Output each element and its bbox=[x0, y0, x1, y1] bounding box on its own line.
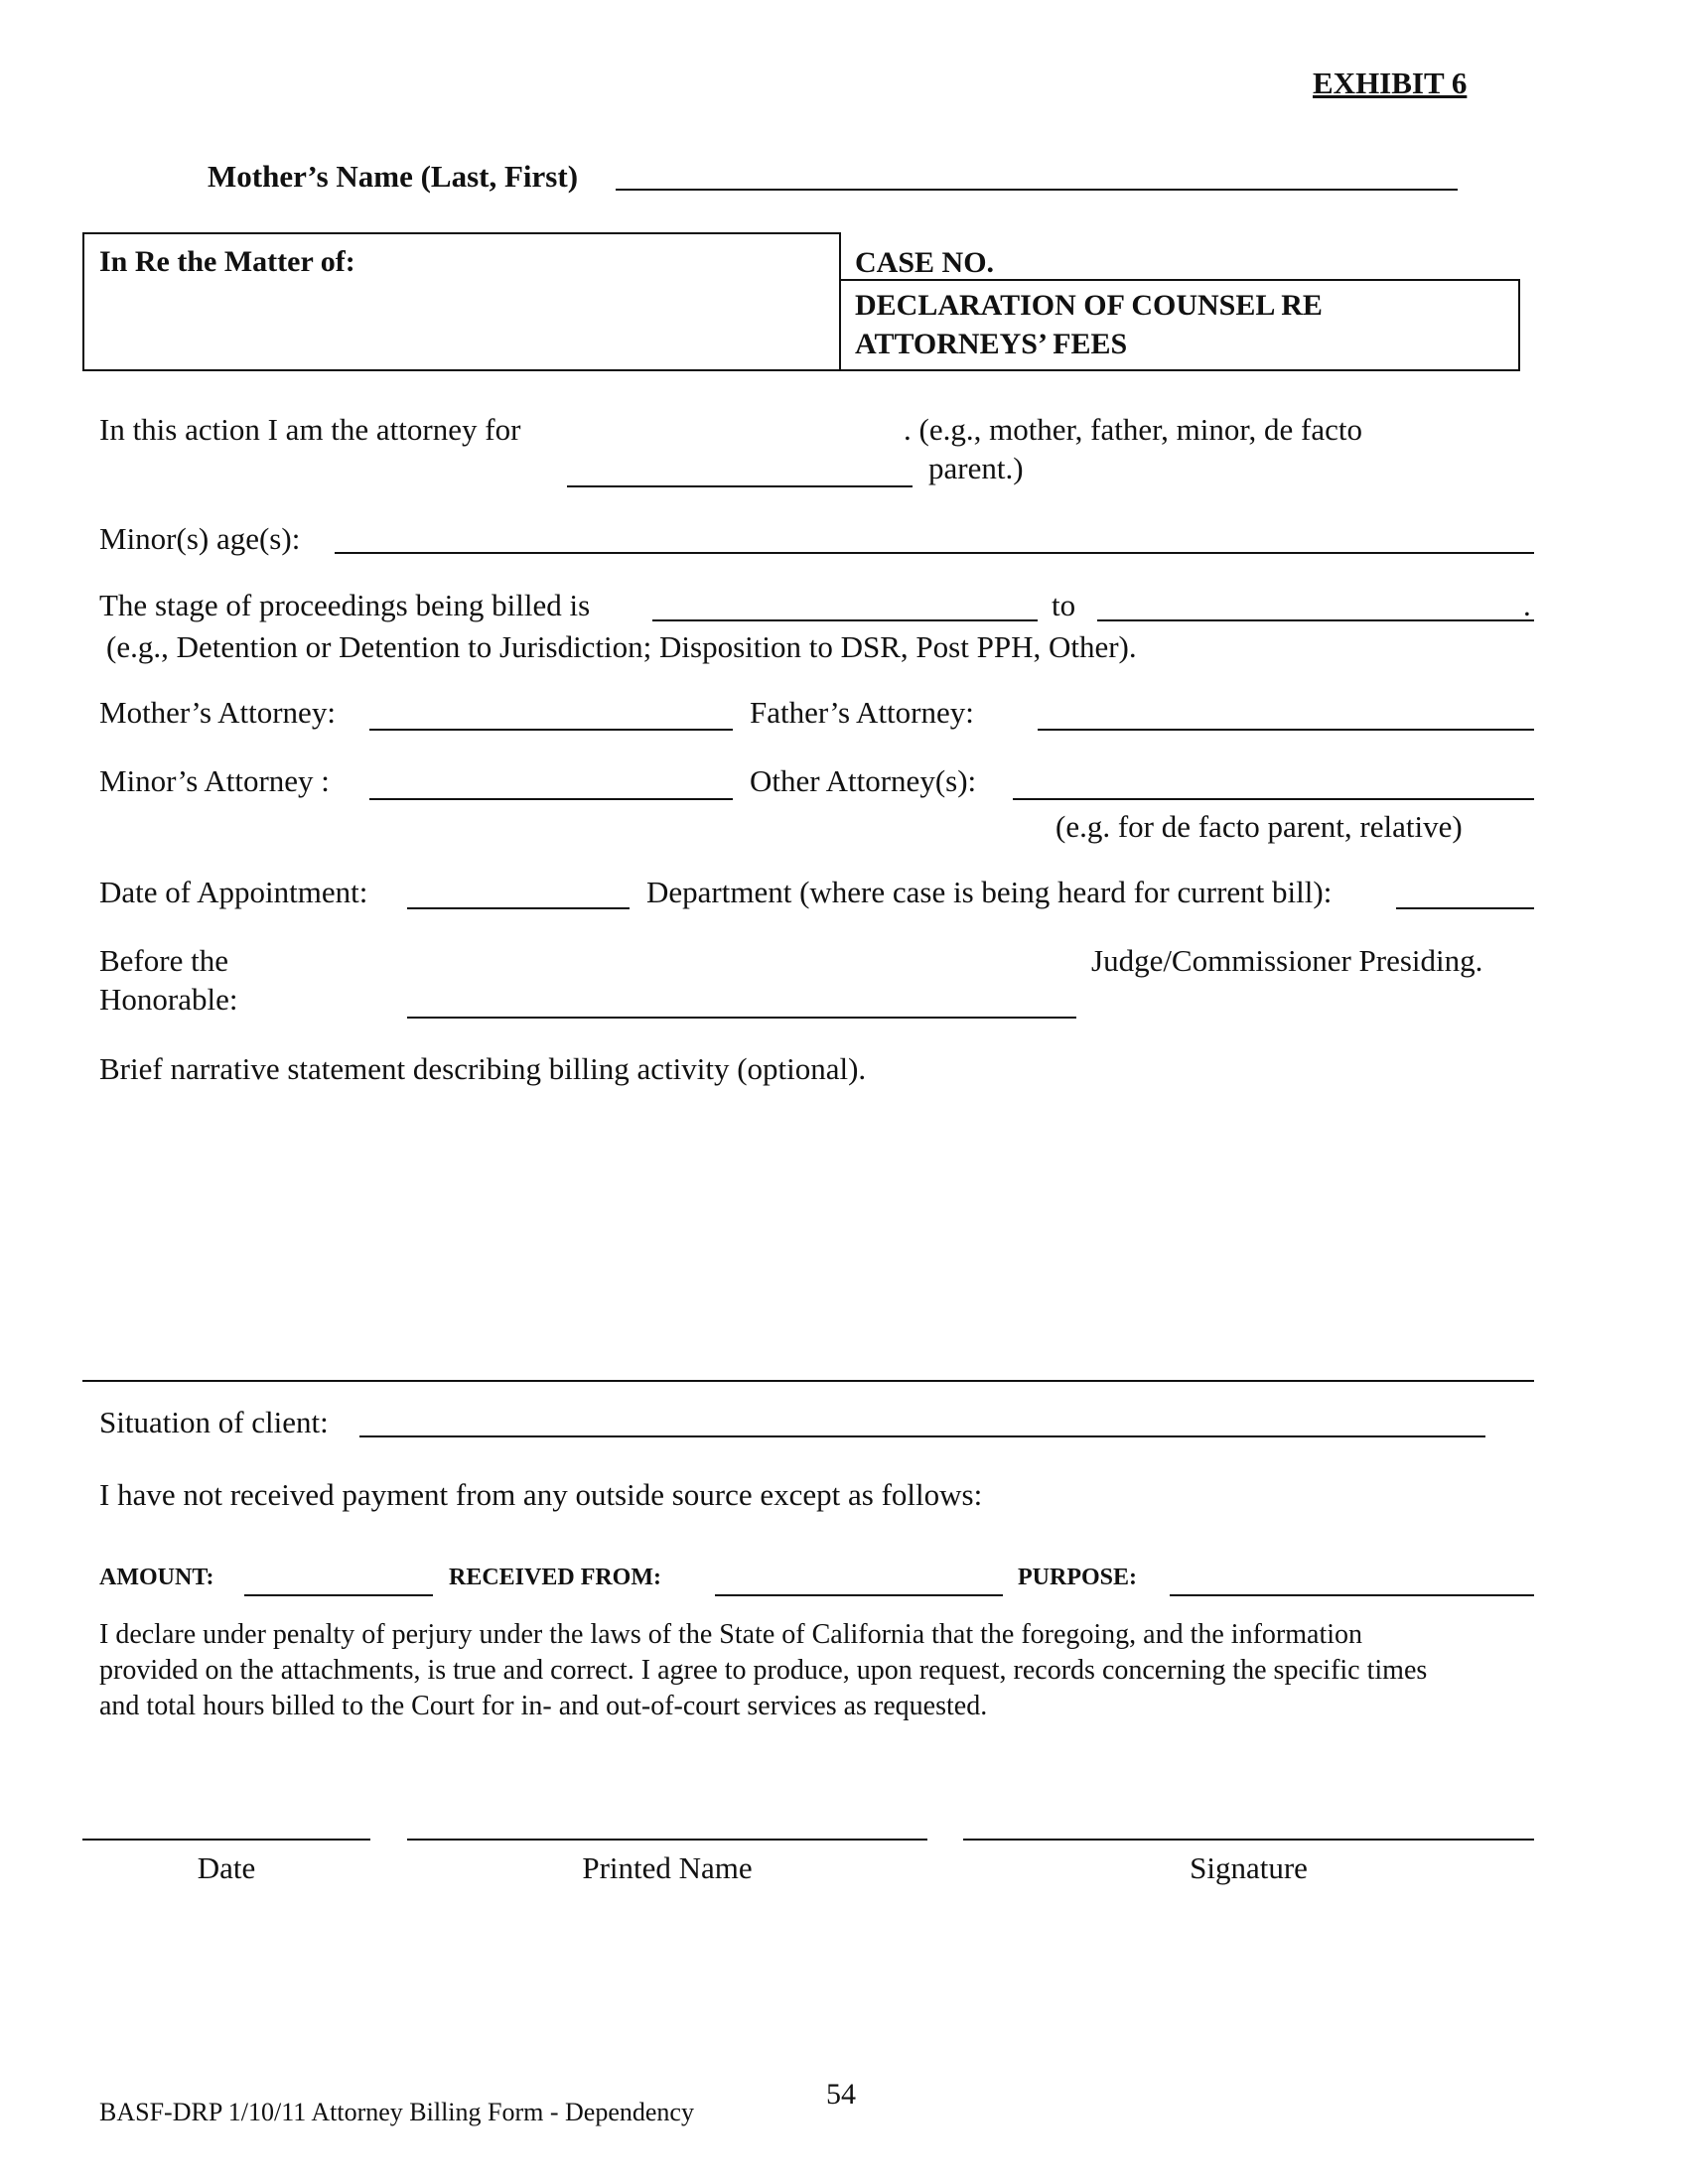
declaration-line2: provided on the attachments, is true and correct. I agree to produce, upon request, records concerning the specific times bbox=[99, 1655, 1428, 1686]
date-label: Date bbox=[197, 1850, 256, 1885]
signature-field[interactable] bbox=[963, 1839, 1534, 1841]
attorney-for-hint-line2: parent.) bbox=[928, 451, 1024, 485]
minors-attorney-field[interactable] bbox=[369, 798, 733, 800]
in-re-label: In Re the Matter of: bbox=[99, 245, 355, 278]
received-from-field[interactable] bbox=[715, 1594, 1003, 1596]
amount-field[interactable] bbox=[244, 1594, 433, 1596]
declaration-line1: I declare under penalty of perjury under the laws of the State of California that the foregoing, and the information bbox=[99, 1619, 1363, 1650]
mothers-name-field[interactable] bbox=[616, 189, 1458, 191]
printed-name-field[interactable] bbox=[407, 1839, 927, 1841]
department-field[interactable] bbox=[1396, 907, 1534, 909]
case-no-label: CASE NO. bbox=[855, 246, 995, 279]
situation-label: Situation of client: bbox=[99, 1405, 329, 1439]
amount-label: AMOUNT: bbox=[99, 1565, 214, 1590]
date-field[interactable] bbox=[82, 1839, 370, 1841]
other-attorney-label: Other Attorney(s): bbox=[750, 763, 977, 798]
minors-age-field[interactable] bbox=[335, 552, 1534, 554]
attorney-for-hint-line1: . (e.g., mother, father, minor, de facto bbox=[904, 412, 1362, 447]
received-from-label: RECEIVED FROM: bbox=[449, 1565, 661, 1590]
attorney-for-field[interactable] bbox=[567, 485, 913, 487]
payment-label: I have not received payment from any outside source except as follows: bbox=[99, 1477, 983, 1512]
stage-to-label: to bbox=[1052, 588, 1076, 622]
narrative-label: Brief narrative statement describing billing activity (optional). bbox=[99, 1051, 867, 1086]
stage-to-field[interactable] bbox=[1097, 619, 1534, 621]
page-number: 54 bbox=[826, 2078, 856, 2111]
stage-from-field[interactable] bbox=[652, 619, 1038, 621]
purpose-field[interactable] bbox=[1170, 1594, 1534, 1596]
situation-field[interactable] bbox=[359, 1435, 1485, 1437]
fathers-attorney-field[interactable] bbox=[1038, 729, 1534, 731]
other-attorney-hint: (e.g. for de facto parent, relative) bbox=[1055, 809, 1463, 844]
before-label-line2: Honorable: bbox=[99, 982, 238, 1017]
before-label-line1: Before the bbox=[99, 943, 228, 978]
minors-age-label: Minor(s) age(s): bbox=[99, 521, 301, 556]
printed-name-label: Printed Name bbox=[582, 1850, 753, 1885]
attorney-for-label: In this action I am the attorney for bbox=[99, 412, 521, 447]
purpose-label: PURPOSE: bbox=[1018, 1565, 1137, 1590]
minors-attorney-label: Minor’s Attorney : bbox=[99, 763, 330, 798]
stage-period: . bbox=[1523, 588, 1531, 622]
mothers-name-label: Mother’s Name (Last, First) bbox=[208, 159, 579, 194]
mothers-attorney-field[interactable] bbox=[369, 729, 733, 731]
footer-form-id: BASF-DRP 1/10/11 Attorney Billing Form - Dependency bbox=[99, 2098, 694, 2126]
date-of-appointment-field[interactable] bbox=[407, 907, 630, 909]
department-label: Department (where case is being heard for current bill): bbox=[646, 875, 1333, 909]
narrative-area[interactable] bbox=[99, 1097, 1529, 1370]
declaration-title-line1: DECLARATION OF COUNSEL RE bbox=[855, 289, 1323, 322]
stage-hint: (e.g., Detention or Detention to Jurisdiction; Disposition to DSR, Post PPH, Other). bbox=[106, 629, 1137, 664]
date-of-appointment-label: Date of Appointment: bbox=[99, 875, 368, 909]
other-attorney-field[interactable] bbox=[1013, 798, 1534, 800]
declaration-title-line2: ATTORNEYS’ FEES bbox=[855, 328, 1128, 360]
exhibit-label: EXHIBIT 6 bbox=[1313, 66, 1468, 100]
fathers-attorney-label: Father’s Attorney: bbox=[750, 695, 974, 730]
signature-label: Signature bbox=[1190, 1850, 1308, 1885]
narrative-bottom-rule bbox=[82, 1380, 1534, 1382]
mothers-attorney-label: Mother’s Attorney: bbox=[99, 695, 336, 730]
judge-name-field[interactable] bbox=[407, 1017, 1076, 1019]
declaration-line3: and total hours billed to the Court for in- and out-of-court services as requested. bbox=[99, 1691, 988, 1721]
judge-label: Judge/Commissioner Presiding. bbox=[1091, 943, 1483, 978]
stage-label: The stage of proceedings being billed is bbox=[99, 588, 591, 622]
